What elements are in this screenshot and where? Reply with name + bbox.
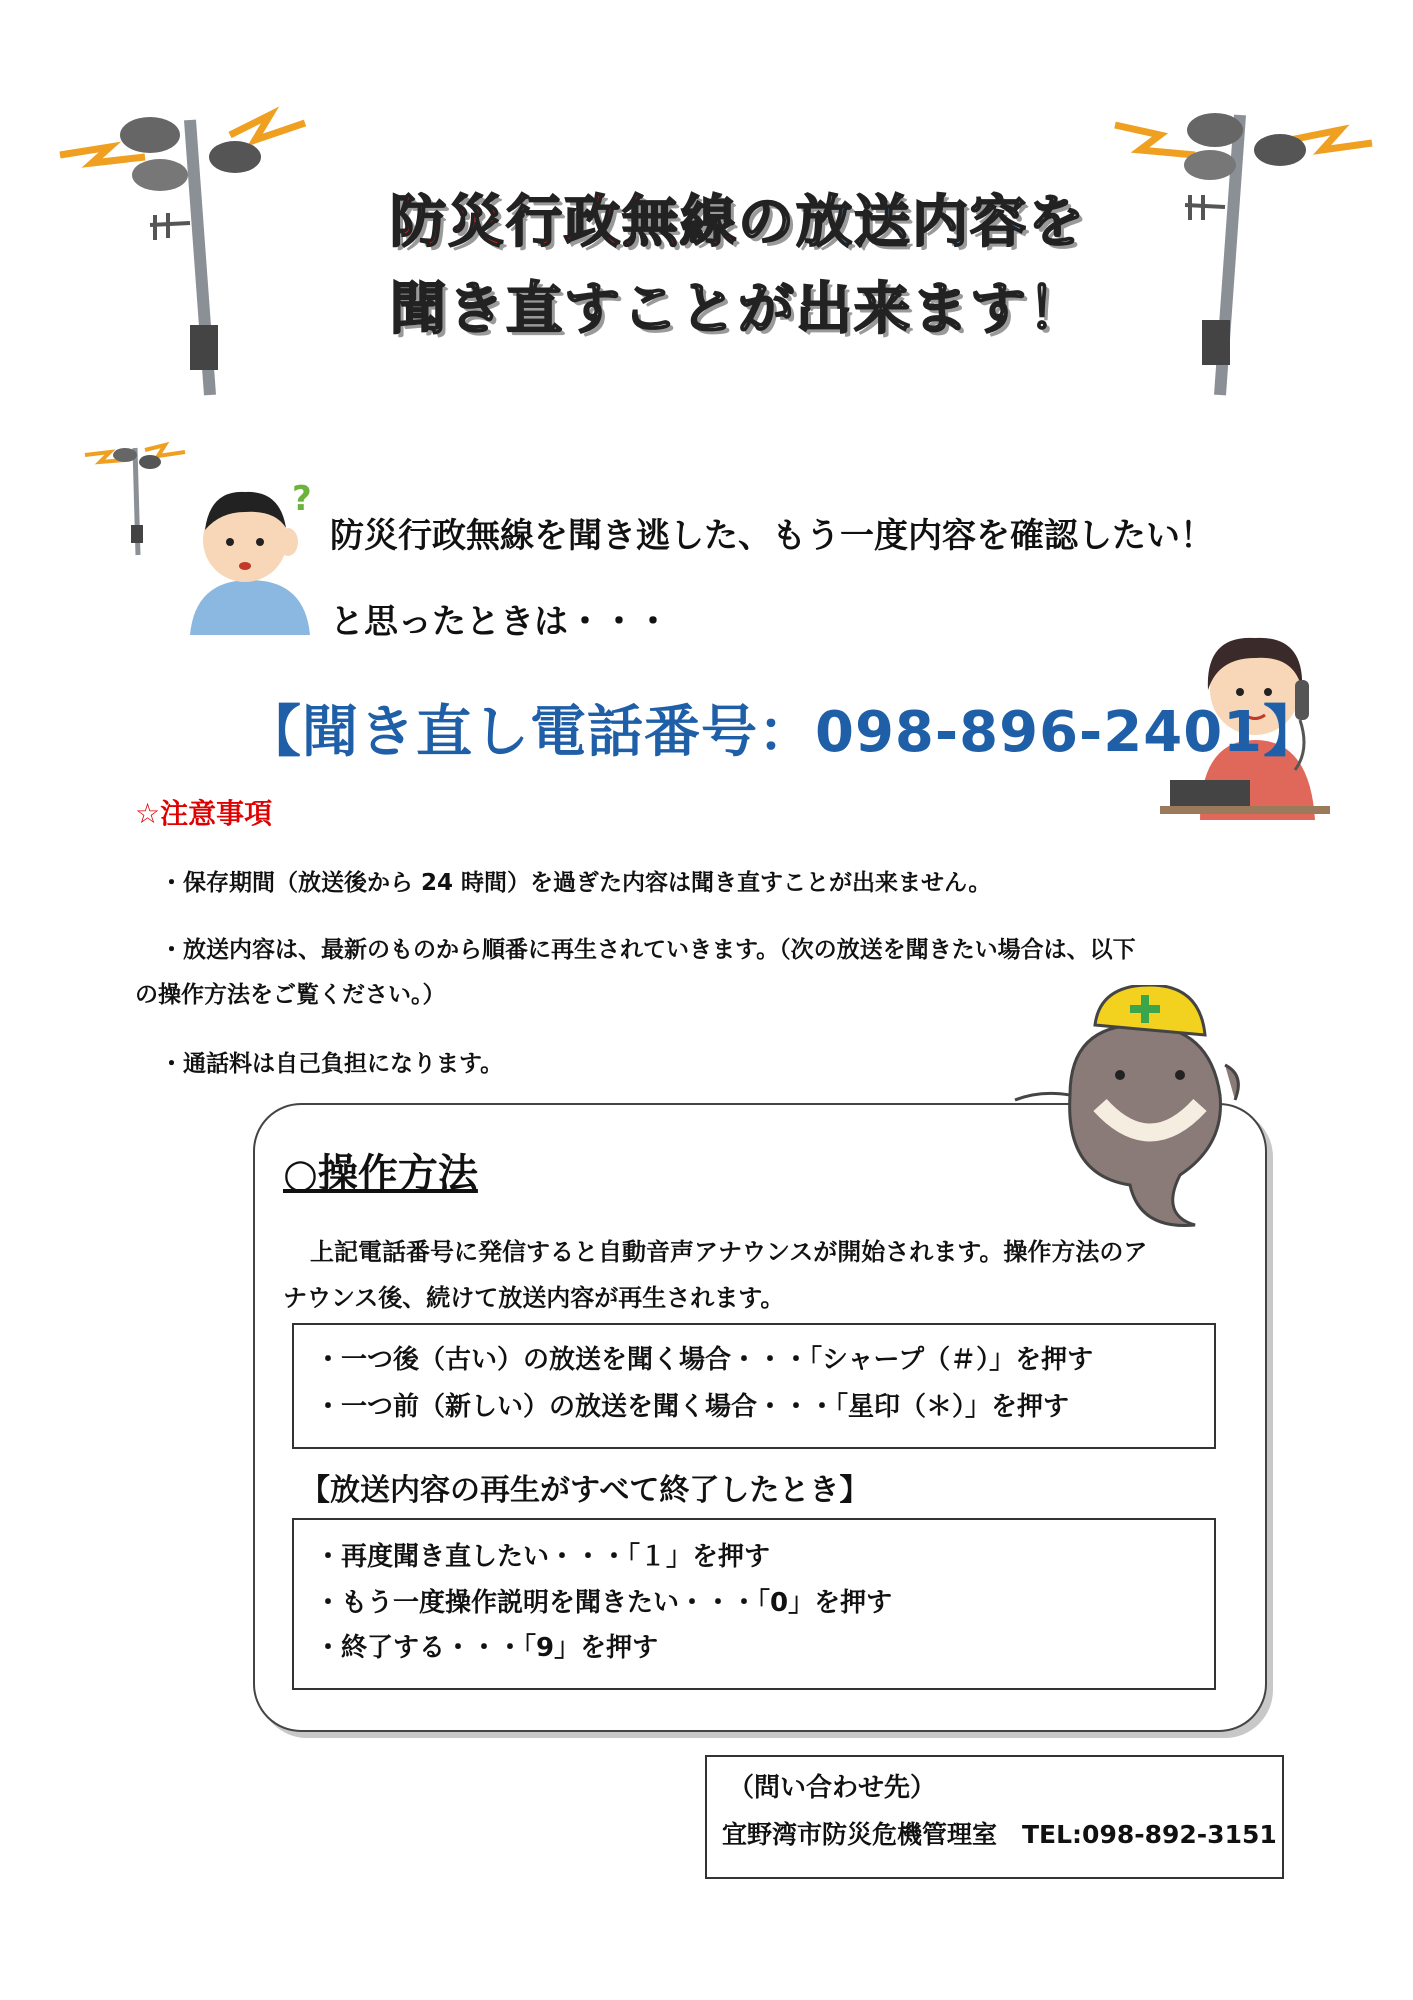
contact-heading: （問い合わせ先） — [728, 1773, 937, 1803]
operation-title: ○操作方法 — [283, 1151, 478, 1197]
title-part-3: 放送内容 — [796, 190, 1028, 255]
end-replay-instruction: ・再度聞き直したい・・・「１」を押す — [315, 1542, 771, 1572]
lead-line-2: と思ったときは・・・ — [330, 602, 670, 642]
notice-item-order-line1: ・放送内容は、最新のものから順番に再生されていきます。（次の放送を聞きたい場合は、以下 — [160, 937, 1136, 963]
notice-item-order-line2: の操作方法をご覧ください。） — [135, 982, 446, 1008]
nav-older-instruction: ・一つ後（古い）の放送を聞く場合・・・「シャープ（＃）」を押す — [315, 1345, 1094, 1375]
speaker-pole-icon — [1090, 95, 1380, 405]
confused-man-icon — [180, 470, 320, 635]
title-part-1: 防災行政無線 — [390, 190, 738, 255]
svg-text:?: ? — [292, 479, 312, 519]
page-title — [390, 178, 1086, 258]
catfish-helmet-icon — [1010, 985, 1250, 1230]
lead-line-1: 防災行政無線を聞き逃した、もう一度内容を確認したい！ — [330, 516, 1214, 556]
notice-heading: ☆注意事項 — [135, 797, 273, 830]
title-part-2: の — [738, 190, 796, 255]
nav-newer-instruction: ・一つ前（新しい）の放送を聞く場合・・・「星印（＊）」を押す — [315, 1392, 1070, 1422]
title-part-4: を — [1028, 190, 1086, 255]
speaker-pole-icon — [80, 440, 190, 560]
speaker-pole-icon — [50, 95, 320, 405]
notice-item-fee: ・通話料は自己負担になります。 — [160, 1051, 504, 1077]
callback-phone-number[interactable]: 【聞き直し電話番号：098-896-2401】 — [245, 700, 1321, 765]
page-subtitle: 聞き直すことが出来ます！ — [390, 277, 1086, 342]
end-heading: 【放送内容の再生がすべて終了したとき】 — [300, 1473, 870, 1508]
operation-desc-line1: 上記電話番号に発信すると自動音声アナウンスが開始されます。操作方法のア — [310, 1238, 1148, 1266]
notice-item-retention: ・保存期間（放送後から 24 時間）を過ぎた内容は聞き直すことが出来ません。 — [160, 870, 992, 896]
end-help-instruction: ・もう一度操作説明を聞きたい・・・「0」を押す — [315, 1588, 893, 1618]
contact-office[interactable]: 宜野湾市防災危機管理室 TEL:098-892-3151 — [722, 1820, 1277, 1849]
operation-desc-line2: ナウンス後、続けて放送内容が再生されます。 — [283, 1284, 785, 1312]
end-quit-instruction: ・終了する・・・「9」を押す — [315, 1633, 659, 1663]
